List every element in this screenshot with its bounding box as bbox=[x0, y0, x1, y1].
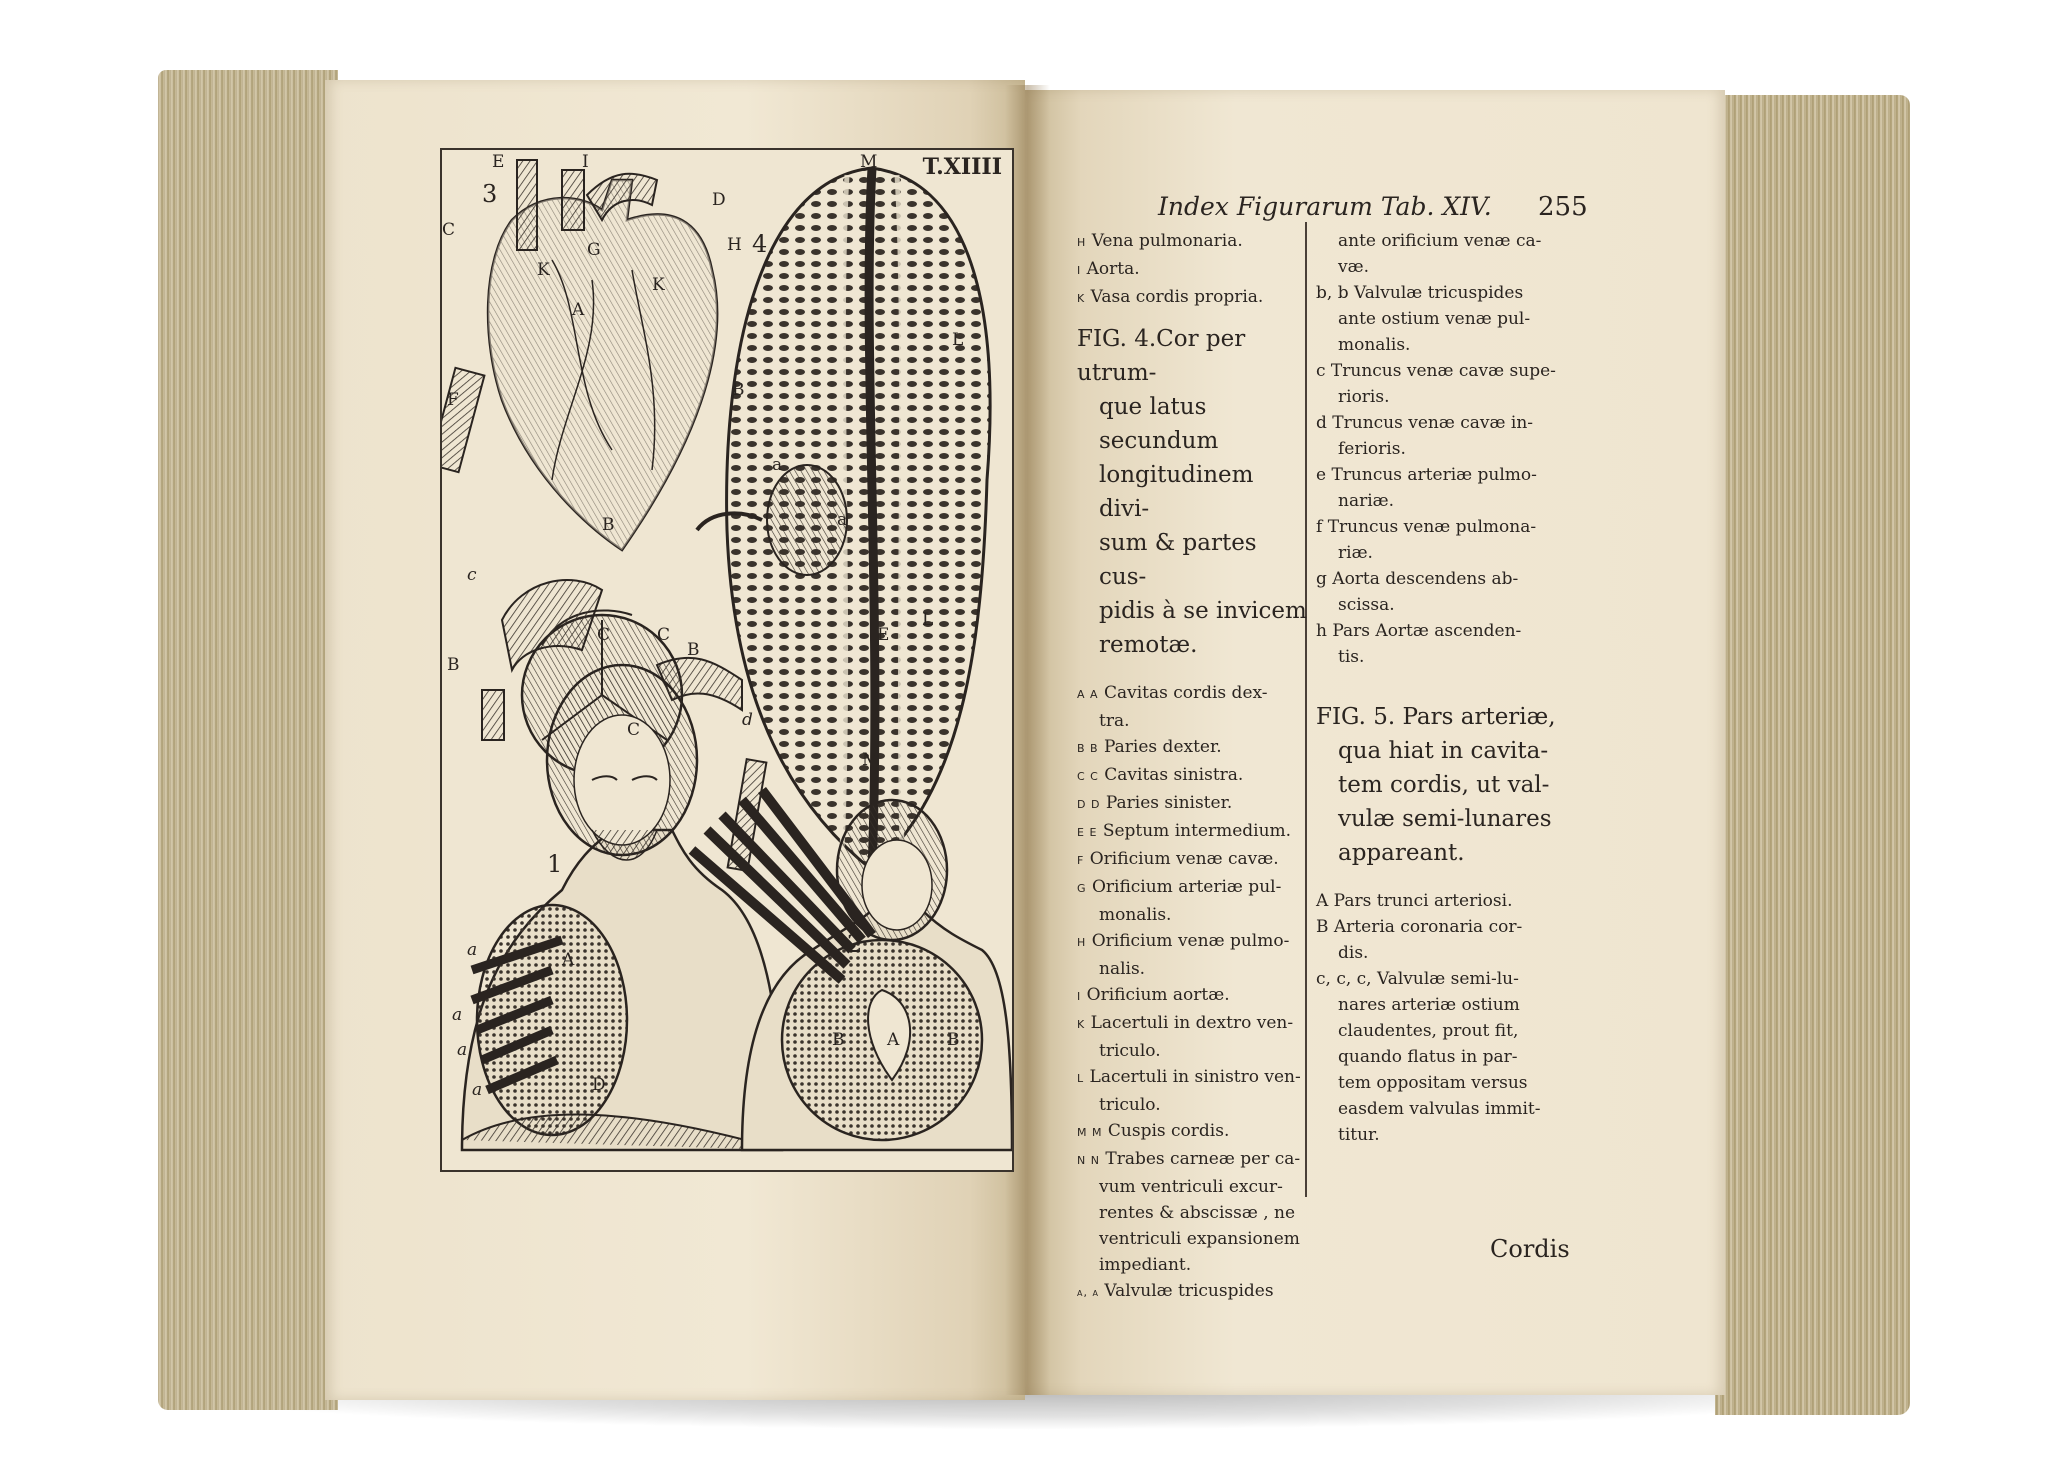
plate-letter: E bbox=[492, 152, 505, 172]
index-entry: K Vasa cordis propria. bbox=[1077, 287, 1264, 307]
plate-letter: a bbox=[452, 1005, 463, 1025]
plate-letter: M bbox=[862, 750, 880, 770]
plate-letter: K bbox=[652, 275, 665, 295]
plate-letter: C bbox=[657, 625, 671, 645]
plate-letter: A bbox=[562, 950, 575, 970]
left-page-edges bbox=[158, 70, 338, 1410]
index-entry: tra. bbox=[1099, 711, 1130, 731]
index-entry: C C Cavitas sinistra. bbox=[1077, 765, 1244, 785]
plate-letter: B bbox=[602, 515, 615, 535]
plate-letter: G bbox=[587, 240, 601, 260]
index-entry: f Truncus venæ pulmona- bbox=[1316, 517, 1537, 537]
index-entry: L Lacertuli in sinistro ven- bbox=[1077, 1067, 1301, 1087]
figure-3-heart bbox=[442, 160, 717, 550]
figure-5-caption: FIG. 5. Pars arteriæ, qua hiat in cavita- tem cordis, ut val- vulæ semi-lunares appareant. bbox=[1316, 704, 1556, 866]
plate-letter: a bbox=[472, 1080, 483, 1100]
index-entry: triculo. bbox=[1099, 1041, 1161, 1061]
figure-number-2: 2 bbox=[847, 930, 863, 958]
plate-letter: M bbox=[860, 152, 878, 172]
index-entry: nariæ. bbox=[1338, 491, 1395, 511]
plate-title: T.XIIII bbox=[922, 154, 1002, 180]
index-entry: N N Trabes carneæ per ca- bbox=[1077, 1149, 1301, 1169]
figure-number-3: 3 bbox=[482, 180, 498, 208]
index-entry: rentes & abscissæ , ne bbox=[1099, 1203, 1296, 1223]
index-column-2 bbox=[1316, 228, 1592, 1148]
index-entry: I Aorta. bbox=[1077, 259, 1140, 279]
plate-letter: C bbox=[442, 220, 456, 240]
index-entry: impediant. bbox=[1099, 1255, 1192, 1275]
index-entry: titur. bbox=[1338, 1125, 1380, 1145]
figure-4-caption: FIG. 4.Cor per utrum- que latus secundum longitudinem divi- sum & partes cus- pidis à se invicem remotæ. bbox=[1077, 326, 1307, 658]
plate-letter: d bbox=[742, 710, 753, 730]
anatomical-plate bbox=[440, 148, 1014, 1172]
index-entry: B Arteria coronaria cor- bbox=[1316, 917, 1523, 937]
plate-letter: a bbox=[837, 510, 848, 530]
index-entry: d Truncus venæ cavæ in- bbox=[1316, 413, 1534, 433]
plate-letter: C bbox=[627, 720, 641, 740]
index-entry: triculo. bbox=[1099, 1095, 1161, 1115]
index-entry: D D Paries sinister. bbox=[1077, 793, 1233, 813]
index-entry: claudentes, prout fit, bbox=[1338, 1021, 1519, 1041]
index-entry: monalis. bbox=[1099, 905, 1172, 925]
plate-letter: H bbox=[727, 235, 742, 255]
index-entry: I Orificium aortæ. bbox=[1077, 985, 1230, 1005]
index-entry: dis. bbox=[1338, 943, 1369, 963]
plate-letter: a bbox=[467, 940, 478, 960]
plate-letter: c bbox=[467, 565, 477, 585]
plate-letter: D bbox=[712, 190, 726, 210]
index-entry: b, b Valvulæ tricuspides bbox=[1316, 283, 1524, 303]
plate-letter: B bbox=[732, 380, 745, 400]
index-entry: scissa. bbox=[1338, 595, 1395, 615]
index-entry: H Orificium venæ pulmo- bbox=[1077, 931, 1290, 951]
plate-letter: C bbox=[597, 625, 611, 645]
plate-letter: D bbox=[592, 1075, 606, 1095]
plate-letter: B bbox=[447, 655, 460, 675]
index-entry: E E Septum intermedium. bbox=[1077, 821, 1292, 841]
plate-letter: a bbox=[457, 1040, 468, 1060]
plate-letter: B bbox=[687, 640, 700, 660]
index-entry: ventriculi expansionem bbox=[1099, 1229, 1300, 1249]
catchword: Cordis bbox=[1490, 1235, 1570, 1263]
running-head: Index Figurarum Tab. XIV. bbox=[1158, 192, 1492, 221]
plate-letter: A bbox=[572, 300, 585, 320]
index-entry: nares arteriæ ostium bbox=[1338, 995, 1520, 1015]
index-entry: quando flatus in par- bbox=[1338, 1047, 1518, 1067]
plate-letter: a bbox=[772, 455, 783, 475]
right-page-edges bbox=[1715, 95, 1910, 1415]
plate-letter: L bbox=[952, 330, 964, 350]
index-entry: monalis. bbox=[1338, 335, 1411, 355]
plate-letter: K bbox=[537, 260, 550, 280]
index-entry: A A Cavitas cordis dex- bbox=[1077, 683, 1268, 703]
index-entry: rioris. bbox=[1338, 387, 1390, 407]
plate-engraving bbox=[442, 150, 1012, 1170]
index-entry: easdem valvulas immit- bbox=[1338, 1099, 1541, 1119]
index-entry: tis. bbox=[1338, 647, 1365, 667]
index-entry: B B Paries dexter. bbox=[1077, 737, 1222, 757]
index-entry: ferioris. bbox=[1338, 439, 1406, 459]
index-entry: vum ventriculi excur- bbox=[1099, 1177, 1283, 1197]
plate-letter: F bbox=[447, 390, 459, 410]
index-entry: e Truncus arteriæ pulmo- bbox=[1316, 465, 1537, 485]
figure-number-4: 4 bbox=[752, 230, 768, 258]
index-entry: c, c, c, Valvulæ semi-lu- bbox=[1316, 969, 1519, 989]
figure-number-1: 1 bbox=[547, 850, 563, 878]
index-entry: c Truncus venæ cavæ supe- bbox=[1316, 361, 1556, 381]
plate-letter: L bbox=[922, 610, 934, 630]
index-entry: h Pars Aortæ ascenden- bbox=[1316, 621, 1522, 641]
plate-letter: A bbox=[887, 1030, 900, 1050]
plate-letter: E bbox=[877, 625, 890, 645]
plate-letter: I bbox=[582, 152, 589, 172]
index-column-1 bbox=[1077, 228, 1307, 1306]
index-entry: riæ. bbox=[1338, 543, 1373, 563]
index-entry: M M Cuspis cordis. bbox=[1077, 1121, 1230, 1141]
index-entry: a, a Valvulæ tricuspides bbox=[1077, 1281, 1274, 1301]
index-entry: nalis. bbox=[1099, 959, 1146, 979]
index-entry: væ. bbox=[1338, 257, 1369, 277]
index-entry: G Orificium arteriæ pul- bbox=[1077, 877, 1282, 897]
plate-letter: B bbox=[832, 1030, 845, 1050]
index-entry: g Aorta descendens ab- bbox=[1316, 569, 1519, 589]
index-entry: ante orificium venæ ca- bbox=[1338, 231, 1542, 251]
index-entry: ante ostium venæ pul- bbox=[1338, 309, 1531, 329]
index-entry: A Pars trunci arteriosi. bbox=[1316, 891, 1513, 911]
index-entry: F Orificium venæ cavæ. bbox=[1077, 849, 1279, 869]
index-entry: tem oppositam versus bbox=[1338, 1073, 1528, 1093]
index-entry: H Vena pulmonaria. bbox=[1077, 231, 1243, 251]
plate-letter: B bbox=[947, 1030, 960, 1050]
figure-1-torso bbox=[462, 665, 782, 1150]
index-entry: K Lacertuli in dextro ven- bbox=[1077, 1013, 1294, 1033]
page-number: 255 bbox=[1538, 192, 1588, 222]
